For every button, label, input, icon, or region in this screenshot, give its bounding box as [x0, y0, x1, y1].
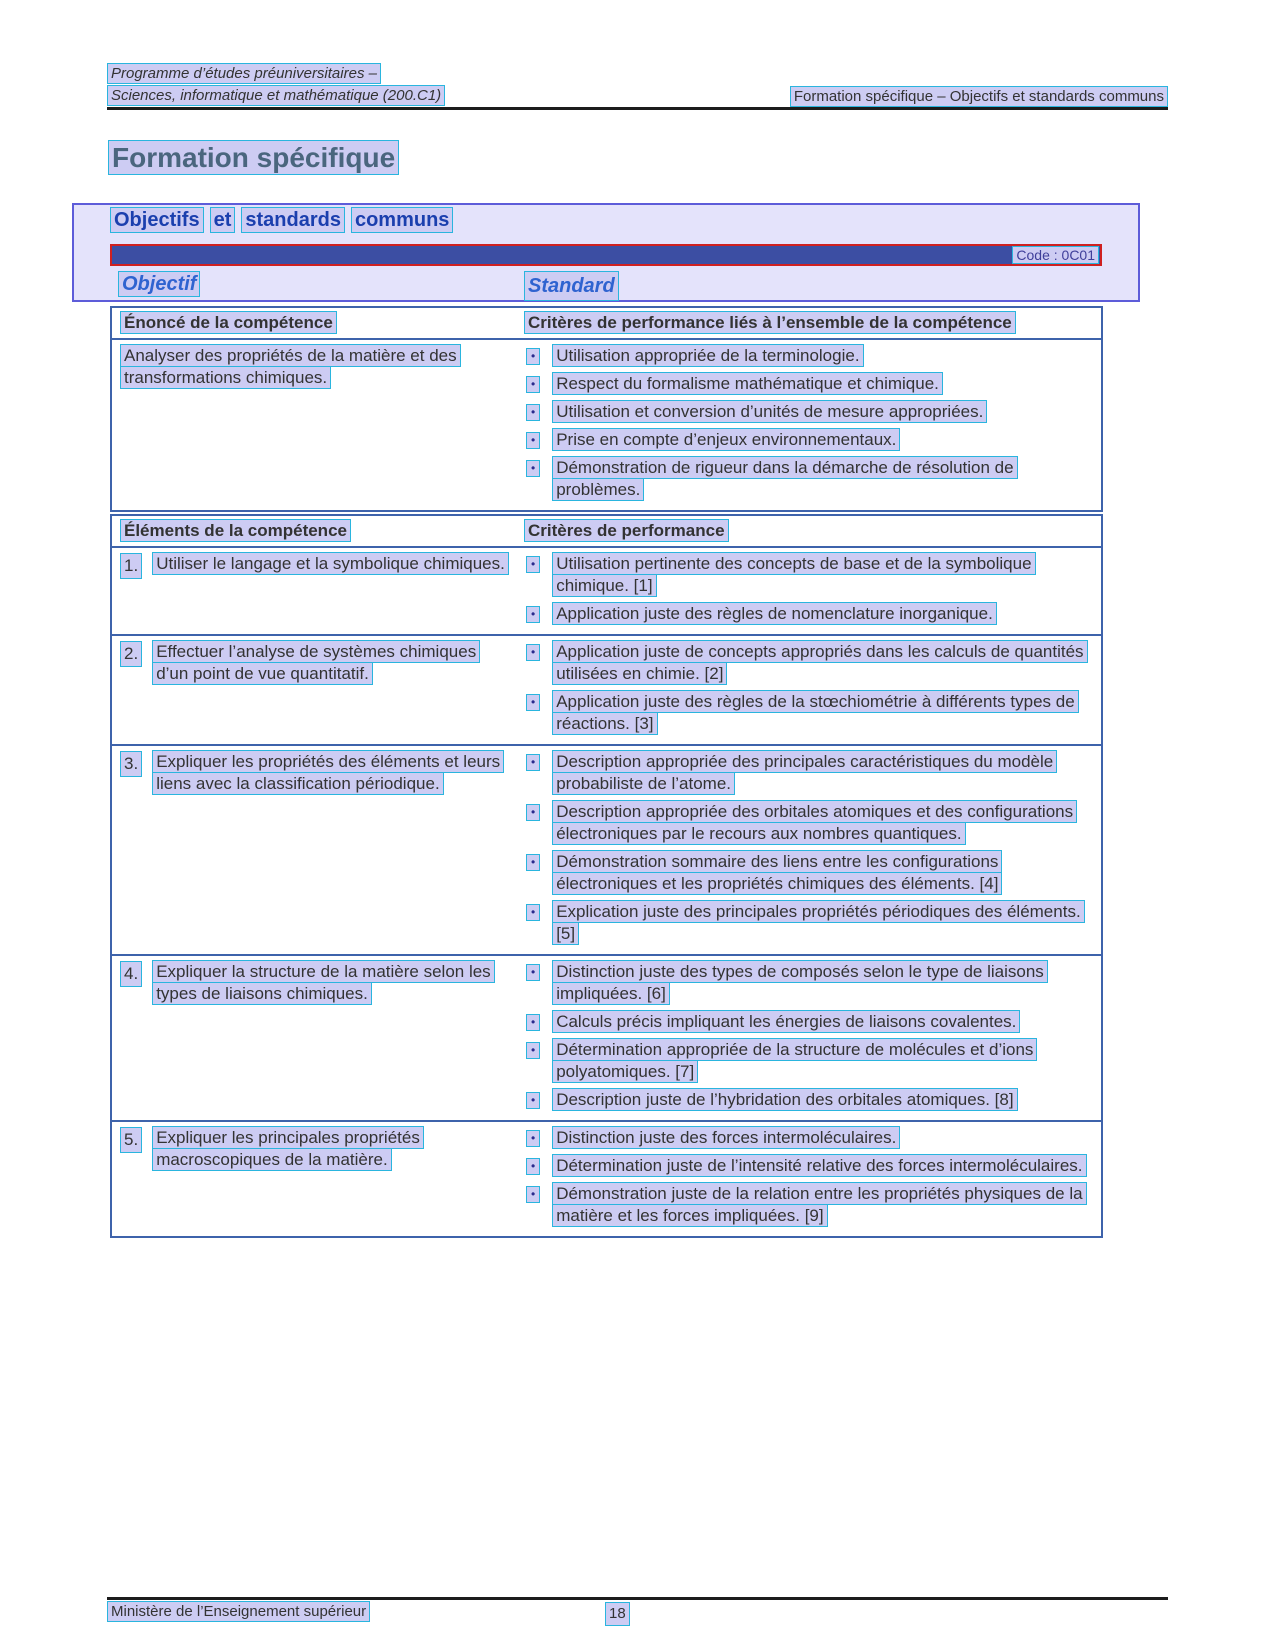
competence-statement — [120, 345, 512, 389]
element-number: 5. — [120, 1127, 142, 1153]
criterion-text-span: Description juste de l’hybridation des orbitales atomiques. [8] — [552, 1088, 1017, 1111]
competence-row — [112, 340, 1101, 510]
criterion-text-span: Respect du formalisme mathématique et chimique. — [552, 372, 943, 395]
criterion-text-span: Application juste de concepts appropriés dans les calculs de quantités utilisées en chimie. [2] — [552, 640, 1087, 685]
criterion-item — [524, 1089, 1093, 1111]
bullet-icon: • — [526, 1186, 540, 1203]
criterion-text-span: Démonstration juste de la relation entre les propriétés physiques de la matière et les forces impliquées. [9] — [552, 1182, 1086, 1227]
criterion-text — [552, 603, 1093, 625]
page-title — [108, 142, 399, 174]
element-text — [152, 1127, 512, 1171]
criterion-item — [524, 961, 1093, 1005]
criterion-text — [552, 373, 1093, 395]
criterion-text-span: Description appropriée des principales caractéristiques du modèle probabiliste de l’atome. — [552, 750, 1057, 795]
page-title-text: Formation spécifique — [108, 140, 399, 175]
criterion-text-span: Prise en compte d’enjeux environnementaux. — [552, 428, 900, 451]
elements-table-header — [112, 516, 1101, 548]
criterion-item — [524, 401, 1093, 423]
criteria-header-cell — [518, 308, 1101, 338]
element-text — [152, 961, 512, 1005]
criterion-text — [552, 801, 1093, 845]
element-text-span: Expliquer les principales propriétés macroscopiques de la matière. — [152, 1126, 424, 1171]
code-bar — [110, 244, 1102, 266]
element-row — [112, 744, 1101, 954]
criterion-item — [524, 603, 1093, 625]
heading-word: standards — [241, 207, 345, 233]
element-criteria-cell — [518, 956, 1101, 1120]
code-label: Code : 0C01 — [1012, 246, 1099, 264]
heading-word: Objectifs — [110, 207, 204, 233]
criterion-text — [552, 553, 1093, 597]
criterion-text — [552, 641, 1093, 685]
element-text — [152, 751, 512, 795]
element-row — [112, 954, 1101, 1120]
criterion-text-span: Calculs précis impliquant les énergies de liaisons covalentes. — [552, 1010, 1020, 1033]
page-footer — [107, 1602, 1168, 1622]
criterion-text-span: Démonstration de rigueur dans la démarche de résolution de problèmes. — [552, 456, 1017, 501]
objectif-column-title: Objectif — [118, 271, 200, 297]
criterion-text-span: Utilisation pertinente des concepts de base et de la symbolique chimique. [1] — [552, 552, 1035, 597]
criterion-item — [524, 1183, 1093, 1227]
header-program-line2 — [107, 85, 445, 106]
criterion-text — [552, 429, 1093, 451]
criterion-item — [524, 901, 1093, 945]
header-right — [790, 86, 1168, 107]
heading-word: communs — [351, 207, 453, 233]
bullet-icon: • — [526, 376, 540, 393]
footer-ministry: Ministère de l’Enseignement supérieur — [107, 1601, 370, 1622]
criterion-text — [552, 1039, 1093, 1083]
element-criteria-cell — [518, 746, 1101, 954]
criterion-item — [524, 373, 1093, 395]
element-text-span: Expliquer les propriétés des éléments et leurs liens avec la classification périodique. — [152, 750, 504, 795]
header-program-line1 — [107, 63, 445, 84]
criterion-item — [524, 641, 1093, 685]
criterion-item — [524, 851, 1093, 895]
section-heading — [110, 207, 459, 233]
criterion-text — [552, 345, 1093, 367]
bullet-icon: • — [526, 1014, 540, 1031]
competence-header-text: Énoncé de la compétence — [120, 311, 337, 334]
competence-header-cell — [112, 308, 518, 338]
bullet-icon: • — [526, 804, 540, 821]
criterion-text — [552, 401, 1093, 423]
criterion-item — [524, 457, 1093, 501]
criterion-text — [552, 1127, 1093, 1149]
elements-header-cell — [112, 516, 518, 546]
header-left — [107, 63, 445, 107]
element-text — [152, 553, 512, 575]
criterion-item — [524, 691, 1093, 735]
criterion-item — [524, 1039, 1093, 1083]
criterion-text — [552, 457, 1093, 501]
bullet-icon: • — [526, 644, 540, 661]
criterion-text-span: Application juste des règles de nomenclature inorganique. — [552, 602, 997, 625]
performance-header-text: Critères de performance — [524, 519, 729, 542]
competence-table-header — [112, 308, 1101, 340]
element-row — [112, 1120, 1101, 1236]
criterion-item — [524, 801, 1093, 845]
criterion-text-span: Distinction juste des forces intermoléculaires. — [552, 1126, 900, 1149]
bullet-icon: • — [526, 964, 540, 981]
bullet-icon: • — [526, 404, 540, 421]
bullet-icon: • — [526, 348, 540, 365]
criterion-item — [524, 751, 1093, 795]
criterion-text — [552, 691, 1093, 735]
competence-statement-cell — [112, 340, 518, 510]
element-cell — [112, 548, 518, 634]
footer-page-number: 18 — [605, 1602, 630, 1626]
criterion-item — [524, 553, 1093, 597]
competence-criteria-cell — [518, 340, 1101, 510]
criterion-text — [552, 1089, 1093, 1111]
element-text-span: Effectuer l’analyse de systèmes chimiques d’un point de vue quantitatif. — [152, 640, 480, 685]
element-number: 2. — [120, 641, 142, 667]
criterion-text — [552, 851, 1093, 895]
header-rule — [107, 107, 1168, 110]
element-cell — [112, 956, 518, 1120]
criterion-text-span: Utilisation appropriée de la terminologie. — [552, 344, 863, 367]
criterion-text-span: Description appropriée des orbitales atomiques et des configurations électroniques par le recours aux nombres quantiques. — [552, 800, 1077, 845]
bullet-icon: • — [526, 432, 540, 449]
bullet-icon: • — [526, 854, 540, 871]
criterion-text — [552, 1155, 1093, 1177]
criterion-item — [524, 1127, 1093, 1149]
criterion-text — [552, 751, 1093, 795]
elements-header-text: Éléments de la compétence — [120, 519, 351, 542]
elements-table — [110, 514, 1103, 1238]
bullet-icon: • — [526, 1130, 540, 1147]
element-cell — [112, 746, 518, 954]
criterion-text-span: Détermination juste de l’intensité relative des forces intermoléculaires. — [552, 1154, 1086, 1177]
performance-header-cell — [518, 516, 1101, 546]
element-text-span: Expliquer la structure de la matière selon les types de liaisons chimiques. — [152, 960, 495, 1005]
bullet-icon: • — [526, 460, 540, 477]
header-program-line2-text: Sciences, informatique et mathématique (200.C1) — [107, 85, 445, 106]
bullet-icon: • — [526, 754, 540, 771]
criterion-text — [552, 901, 1093, 945]
bullet-icon: • — [526, 1158, 540, 1175]
standard-column-title: Standard — [524, 271, 619, 301]
bullet-icon: • — [526, 694, 540, 711]
criterion-text — [552, 961, 1093, 1005]
competence-statement-text: Analyser des propriétés de la matière et des transformations chimiques. — [120, 344, 461, 389]
bullet-icon: • — [526, 904, 540, 921]
header-section-title: Formation spécifique – Objectifs et standards communs — [790, 86, 1168, 107]
criteria-header-text: Critères de performance liés à l’ensemble de la compétence — [524, 311, 1016, 334]
element-criteria-cell — [518, 1122, 1101, 1236]
page-header — [107, 63, 1168, 107]
criterion-text-span: Explication juste des principales propriétés périodiques des éléments. [5] — [552, 900, 1084, 945]
objectif-standard-row — [118, 271, 1118, 297]
element-criteria-cell — [518, 636, 1101, 744]
heading-word: et — [210, 207, 236, 233]
criterion-text-span: Distinction juste des types de composés selon le type de liaisons impliquées. [6] — [552, 960, 1048, 1005]
element-text-span: Utiliser le langage et la symbolique chimiques. — [152, 552, 509, 575]
element-cell — [112, 1122, 518, 1236]
objectifs-standards-box — [72, 203, 1140, 302]
criterion-text — [552, 1011, 1093, 1033]
element-criteria-cell — [518, 548, 1101, 634]
bullet-icon: • — [526, 606, 540, 623]
criterion-text-span: Démonstration sommaire des liens entre les configurations électroniques et les propriétés chimiques des éléments. [4] — [552, 850, 1002, 895]
criterion-item — [524, 429, 1093, 451]
bullet-icon: • — [526, 556, 540, 573]
header-program-line1-text: Programme d’études préuniversitaires – — [107, 63, 381, 84]
criterion-item — [524, 1155, 1093, 1177]
criterion-item — [524, 1011, 1093, 1033]
criterion-text-span: Détermination appropriée de la structure de molécules et d’ions polyatomiques. [7] — [552, 1038, 1037, 1083]
criterion-text — [552, 1183, 1093, 1227]
bullet-icon: • — [526, 1042, 540, 1059]
element-row — [112, 634, 1101, 744]
element-cell — [112, 636, 518, 744]
footer-rule — [107, 1597, 1168, 1600]
element-number: 4. — [120, 961, 142, 987]
criterion-item — [524, 345, 1093, 367]
bullet-icon: • — [526, 1092, 540, 1109]
criterion-text-span: Utilisation et conversion d’unités de mesure appropriées. — [552, 400, 987, 423]
element-number: 3. — [120, 751, 142, 777]
competence-table — [110, 306, 1103, 512]
elements-table-body — [112, 548, 1101, 1236]
element-text — [152, 641, 512, 685]
criterion-text-span: Application juste des règles de la stœchiométrie à différents types de réactions. [3] — [552, 690, 1078, 735]
element-number: 1. — [120, 553, 142, 579]
element-row — [112, 548, 1101, 634]
